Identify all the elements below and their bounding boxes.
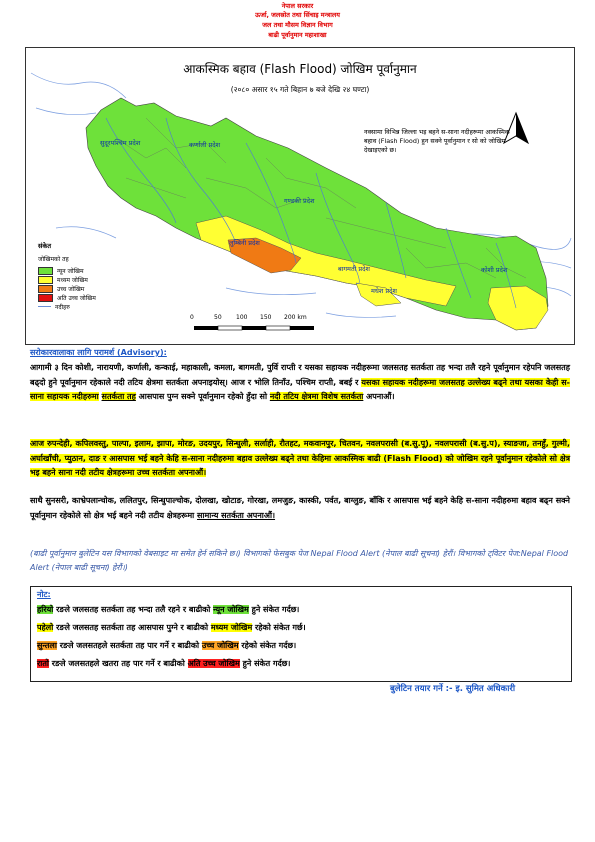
- note-color-word: सुन्तला: [37, 641, 57, 650]
- province-label-bagmati: बागमती प्रदेश: [338, 265, 370, 273]
- note-color-word: हरियो: [37, 605, 54, 614]
- map-note: नक्सामा विभिन्न जिल्ला भइ बहने स-साना नदीहरूमा आकस्मिक बहाव (Flash Flood) हुन सक्ने पूर्वानुमान र सो को जोखिम देखाइएको छ।: [364, 128, 510, 154]
- scale-tick: 150: [260, 314, 272, 321]
- legend-swatch: [38, 267, 53, 275]
- note-risk: न्यून जोखिम: [213, 605, 249, 614]
- note-tail: रहेको संकेत गर्छ।: [252, 623, 306, 632]
- note-row-green: [37, 604, 299, 615]
- legend-label: नदीहरु: [55, 303, 70, 311]
- legend-subtitle: जोखिमको तह: [38, 256, 69, 263]
- advisory-paragraph-3: [30, 494, 570, 523]
- legend-swatch: [38, 285, 53, 293]
- note-title: [37, 589, 51, 600]
- province-label-lumbini: लुम्बिनी प्रदेश: [229, 239, 260, 247]
- advisory-heading-text: सरोकारवालाका लागि परामर्श (Advisory):: [30, 348, 167, 357]
- advisory-p1-highlight-2: सतर्कता तह: [101, 392, 136, 401]
- legend-item-very-high: [38, 293, 96, 302]
- province-label-karnali: कर्णाली प्रदेश: [189, 141, 221, 149]
- note-text: रङले जलसतह सतर्कता तह आसपास पुग्ने र बाढीको: [53, 623, 211, 632]
- note-text: रङले जलसतहले सतर्कता तह पार गर्ने र बाढीको: [56, 641, 202, 650]
- legend-label: न्यून जोखिम: [57, 267, 84, 275]
- legend-item-medium: [38, 275, 96, 284]
- note-box: [30, 586, 572, 682]
- advisory-paragraph-1: [30, 361, 570, 405]
- note-row-yellow: [37, 622, 306, 633]
- scale-tick: 50: [214, 314, 222, 321]
- note-tail: हुने संकेत गर्दछ।: [248, 605, 300, 614]
- advisory-heading: [30, 346, 570, 361]
- legend-item-rivers: [38, 302, 96, 311]
- bulletin-signature: बुलेटिन तयार गर्ने :- इ. सुमित अधिकारी: [390, 684, 516, 694]
- note-tail: हुने संकेत गर्दछ।: [239, 659, 291, 668]
- legend-item-high: [38, 284, 96, 293]
- note-color-word: रातो: [37, 659, 49, 668]
- note-text: रङले जलसतह सतर्कता तह भन्दा तलै रहने र बाढीको: [53, 605, 214, 614]
- legend-river-line: [38, 306, 51, 307]
- note-title-text: नोट:: [37, 590, 51, 599]
- advisory-p1-text: आगामी ३ दिन कोशी, नारायणी, कर्णाली, कन्काई, महाकाली, कमला, बागमती, पुर्वि राप्ती र यसका सहायक नदीहरूमा जलसतह सतर्कता तह भन्दा तलै रहने पूर्वानुमान रहेपनि जलसतह बढ्दो हुने पूर्वानुमान रहेकाले नदी तटिय क्षेत्रमा सतर्कता अपनाइयोस्। आज र भोलि तिनाँउ, पश्चिम राप्ती, बबई र: [30, 363, 570, 387]
- header-division: बाढी पूर्वानुमान महाशाखा: [268, 31, 327, 39]
- note-tail: रहेको संकेत गर्दछ।: [238, 641, 297, 650]
- province-label-madhesh: मधेश प्रदेश: [371, 287, 397, 295]
- legend-label: मध्यम जोखिम: [57, 276, 88, 284]
- province-label-sudurpaschim: सुदूरपश्चिम प्रदेश: [100, 139, 141, 147]
- note-row-red: [37, 658, 290, 669]
- advisory-p1-highlight: यसका सहायक नदीहरूमा जलसतह उल्लेख्य बढ्ने तथा यसका केही स-साना सहायक नदीहरुमा: [30, 377, 570, 401]
- header-ministry: ऊर्जा, जलस्रोत तथा सिंचाइ मन्त्रालय: [255, 11, 340, 19]
- province-label-gandaki: गण्डकी प्रदेश: [284, 197, 315, 205]
- map-title: आकस्मिक बहाव (Flash Flood) जोखिम पूर्वानुमान: [183, 62, 417, 76]
- province-label-koshi: कोशी प्रदेश: [481, 266, 508, 274]
- legend-label: अति उच्च जोखिम: [57, 294, 96, 302]
- advisory-p1-end: आसपास पुग्न सक्ने पूर्वानुमान रहेको हुँदा सो: [135, 392, 270, 401]
- map-legend: [38, 241, 96, 311]
- note-text: रङले जलसतहले खतरा तह पार गर्ने र बाढीको: [48, 659, 188, 668]
- advisory-p1-tail: अपनाऔं।: [363, 392, 395, 401]
- note-risk: उच्च जोखिम: [201, 641, 239, 650]
- header-gov: नेपाल सरकार: [281, 2, 314, 10]
- advisory-p1-highlight-3: नदी तटिय क्षेत्रमा विशेष सतर्कता: [269, 392, 364, 401]
- header-department: जल तथा मौसम विज्ञान विभाग: [262, 21, 333, 29]
- scale-tick: 0: [190, 314, 194, 321]
- note-risk: अति उच्च जोखिम: [187, 659, 240, 668]
- map-subtitle: (२०८० असार १५ गते बिहान ७ बजे देखि २४ घण्टा): [230, 85, 370, 94]
- scale-ticks: [190, 314, 330, 324]
- scale-tick: 100: [236, 314, 248, 321]
- legend-label: उच्च जोखिम: [57, 285, 85, 293]
- note-row-orange: [37, 640, 296, 651]
- legend-swatch: [38, 276, 53, 284]
- flash-flood-map: [25, 47, 575, 345]
- advisory-p3-text: साथै सुनसरी, काभ्रेपलान्चोक, ललितपुर, सिन्धुपाल्चोक, दोलखा, खोटाङ, गोरखा, लमजुङ, कास्की, पर्वत, बाग्लुङ, बाँकि र आसपास भई बहने केहि स-साना नदीहरुमा बहाव बढ्न सक्ने पूर्वानुमान रहेकोले सो क्षेत्र भई बहने नदी तटीय क्षेत्रहरूमा: [30, 496, 570, 520]
- legend-item-low: [38, 266, 96, 275]
- info-text: (बाढी पूर्वानुमान बुलेटिन यस विभागको वेबसाइट मा समेत हेर्न सकिने छ।) विभागको फेसबुक पेज Nepal Flood Alert (नेपाल बाढी सूचना) हेरौं। विभागको ट्विटर पेज:Nepal Flood Alert (नेपाल बाढी सूचना) हेरौं।): [30, 549, 569, 572]
- legend-swatch: [38, 294, 53, 302]
- legend-title: संकेत: [38, 242, 52, 250]
- scale-tick: 200 km: [284, 314, 307, 321]
- note-risk: मध्यम जोखिम: [210, 623, 253, 632]
- advisory-paragraph-2: [30, 437, 570, 481]
- note-color-word: पहेलो: [37, 623, 54, 632]
- advisory-p3-underline: सामान्य सतर्कता अपनाऔं।: [197, 510, 276, 520]
- advisory-p2-highlight: आज रुपन्देही, कपिलवस्तु, पाल्पा, इलाम, झापा, मोरङ, उदयपुर, सिन्धुली, सर्लाही, रौतहट, मकवानपुर, चितवन, नवलपरासी (ब.सु.पू), नवलपरासी (ब.सु.प), स्याङजा, तनहुँ, गुल्मी, अर्घाखाँची, प्युठान, दाङ र आसपास भई बहने केहि स-साना नदीहरुमा बहाव उल्लेख्य बढ्ने तथा केहिमा आकस्मिक बाढी (Flash Flood) को जोखिम रहने पूर्वानुमान रहेकोले सो क्षेत्र भइ बहने साना नदी तटीय क्षेत्रहरूमा उच्च सतर्कता अपनाऔं।: [30, 439, 570, 477]
